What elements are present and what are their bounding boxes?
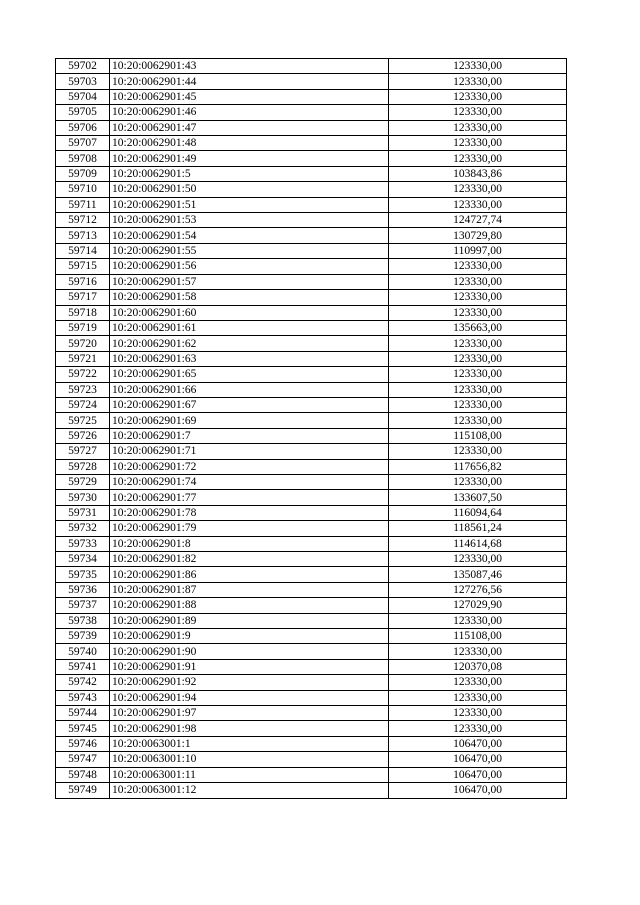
row-number-cell: 59741 — [56, 659, 110, 674]
cadastral-value-cell: 103843,86 — [389, 166, 567, 181]
cadastral-number-cell: 10:20:0063001:10 — [110, 752, 389, 767]
row-number-cell: 59707 — [56, 136, 110, 151]
row-number-cell: 59709 — [56, 166, 110, 181]
cadastral-value-cell: 123330,00 — [389, 336, 567, 351]
cadastral-number-cell: 10:20:0062901:72 — [110, 459, 389, 474]
cadastral-number-cell: 10:20:0062901:44 — [110, 74, 389, 89]
row-number-cell: 59722 — [56, 367, 110, 382]
row-number-cell: 59744 — [56, 706, 110, 721]
cadastral-value-cell: 110997,00 — [389, 243, 567, 258]
row-number-cell: 59747 — [56, 752, 110, 767]
cadastral-number-cell: 10:20:0062901:9 — [110, 629, 389, 644]
cadastral-value-cell: 123330,00 — [389, 721, 567, 736]
row-number-cell: 59724 — [56, 397, 110, 412]
row-number-cell: 59714 — [56, 243, 110, 258]
cadastral-value-cell: 135087,46 — [389, 567, 567, 582]
cadastral-value-cell: 130729,80 — [389, 228, 567, 243]
row-number-cell: 59723 — [56, 382, 110, 397]
table-row — [56, 136, 567, 151]
cadastral-number-cell: 10:20:0062901:94 — [110, 690, 389, 705]
table-row — [56, 120, 567, 135]
cadastral-number-cell: 10:20:0062901:78 — [110, 505, 389, 520]
cadastral-value-cell: 120370,08 — [389, 659, 567, 674]
table-row — [56, 367, 567, 382]
cadastral-value-cell: 123330,00 — [389, 105, 567, 120]
table-row — [56, 598, 567, 613]
table-row — [56, 305, 567, 320]
table-row — [56, 151, 567, 166]
row-number-cell: 59735 — [56, 567, 110, 582]
row-number-cell: 59708 — [56, 151, 110, 166]
cadastral-number-cell: 10:20:0062901:8 — [110, 536, 389, 551]
cadastral-number-cell: 10:20:0062901:58 — [110, 290, 389, 305]
cadastral-number-cell: 10:20:0062901:65 — [110, 367, 389, 382]
row-number-cell: 59746 — [56, 736, 110, 751]
row-number-cell: 59736 — [56, 582, 110, 597]
row-number-cell: 59733 — [56, 536, 110, 551]
cadastral-number-cell: 10:20:0062901:97 — [110, 706, 389, 721]
cadastral-value-cell: 123330,00 — [389, 197, 567, 212]
row-number-cell: 59716 — [56, 274, 110, 289]
table-row — [56, 644, 567, 659]
row-number-cell: 59731 — [56, 505, 110, 520]
cadastral-number-cell: 10:20:0062901:53 — [110, 213, 389, 228]
cadastral-number-cell: 10:20:0062901:69 — [110, 413, 389, 428]
cadastral-value-cell: 123330,00 — [389, 151, 567, 166]
cadastral-number-cell: 10:20:0062901:46 — [110, 105, 389, 120]
cadastral-value-cell: 123330,00 — [389, 367, 567, 382]
row-number-cell: 59715 — [56, 259, 110, 274]
cadastral-value-cell: 127276,56 — [389, 582, 567, 597]
row-number-cell: 59712 — [56, 213, 110, 228]
cadastral-number-cell: 10:20:0062901:51 — [110, 197, 389, 212]
row-number-cell: 59706 — [56, 120, 110, 135]
cadastral-value-cell: 117656,82 — [389, 459, 567, 474]
table-row — [56, 382, 567, 397]
row-number-cell: 59730 — [56, 490, 110, 505]
cadastral-value-cell: 123330,00 — [389, 382, 567, 397]
cadastral-number-cell: 10:20:0062901:77 — [110, 490, 389, 505]
cadastral-value-cell: 123330,00 — [389, 444, 567, 459]
row-number-cell: 59710 — [56, 182, 110, 197]
cadastral-value-cell: 123330,00 — [389, 351, 567, 366]
table-row — [56, 274, 567, 289]
table-row — [56, 243, 567, 258]
row-number-cell: 59742 — [56, 675, 110, 690]
cadastral-number-cell: 10:20:0062901:62 — [110, 336, 389, 351]
cadastral-value-cell: 123330,00 — [389, 613, 567, 628]
cadastral-number-cell: 10:20:0062901:88 — [110, 598, 389, 613]
table-row — [56, 474, 567, 489]
cadastral-value-cell: 123330,00 — [389, 474, 567, 489]
cadastral-number-cell: 10:20:0062901:47 — [110, 120, 389, 135]
row-number-cell: 59713 — [56, 228, 110, 243]
row-number-cell: 59738 — [56, 613, 110, 628]
table-row — [56, 459, 567, 474]
cadastral-number-cell: 10:20:0062901:79 — [110, 521, 389, 536]
row-number-cell: 59732 — [56, 521, 110, 536]
table-row — [56, 659, 567, 674]
cadastral-value-cell: 123330,00 — [389, 136, 567, 151]
table-body — [56, 59, 567, 799]
cadastral-number-cell: 10:20:0062901:57 — [110, 274, 389, 289]
cadastral-number-cell: 10:20:0062901:67 — [110, 397, 389, 412]
cadastral-value-cell: 123330,00 — [389, 290, 567, 305]
table-row — [56, 413, 567, 428]
cadastral-number-cell: 10:20:0062901:91 — [110, 659, 389, 674]
table-row — [56, 582, 567, 597]
table-row — [56, 613, 567, 628]
row-number-cell: 59743 — [56, 690, 110, 705]
cadastral-value-cell: 106470,00 — [389, 752, 567, 767]
cadastral-number-cell: 10:20:0062901:43 — [110, 59, 389, 74]
cadastral-number-cell: 10:20:0062901:61 — [110, 320, 389, 335]
cadastral-value-cell: 124727,74 — [389, 213, 567, 228]
cadastral-number-cell: 10:20:0062901:55 — [110, 243, 389, 258]
cadastral-number-cell: 10:20:0062901:74 — [110, 474, 389, 489]
table-row — [56, 706, 567, 721]
cadastral-number-cell: 10:20:0062901:50 — [110, 182, 389, 197]
cadastral-number-cell: 10:20:0062901:92 — [110, 675, 389, 690]
cadastral-number-cell: 10:20:0062901:60 — [110, 305, 389, 320]
cadastral-number-cell: 10:20:0062901:48 — [110, 136, 389, 151]
table-row — [56, 89, 567, 104]
cadastral-value-cell: 123330,00 — [389, 644, 567, 659]
cadastral-value-cell: 106470,00 — [389, 767, 567, 782]
cadastral-value-cell: 123330,00 — [389, 74, 567, 89]
cadastral-value-cell: 114614,68 — [389, 536, 567, 551]
cadastral-value-cell: 123330,00 — [389, 706, 567, 721]
table-row — [56, 536, 567, 551]
cadastral-value-cell: 123330,00 — [389, 274, 567, 289]
row-number-cell: 59734 — [56, 552, 110, 567]
cadastral-number-cell: 10:20:0062901:86 — [110, 567, 389, 582]
cadastral-value-cell: 115108,00 — [389, 428, 567, 443]
cadastral-value-cell: 123330,00 — [389, 675, 567, 690]
table-row — [56, 259, 567, 274]
table-row — [56, 736, 567, 751]
table-row — [56, 783, 567, 798]
cadastral-number-cell: 10:20:0062901:82 — [110, 552, 389, 567]
table-row — [56, 444, 567, 459]
cadastral-number-cell: 10:20:0062901:54 — [110, 228, 389, 243]
table-row — [56, 166, 567, 181]
table-row — [56, 320, 567, 335]
cadastral-value-cell: 127029,90 — [389, 598, 567, 613]
cadastral-number-cell: 10:20:0063001:12 — [110, 783, 389, 798]
cadastral-value-cell: 123330,00 — [389, 305, 567, 320]
table-row — [56, 351, 567, 366]
cadastral-number-cell: 10:20:0062901:7 — [110, 428, 389, 443]
table-row — [56, 213, 567, 228]
table-row — [56, 675, 567, 690]
cadastral-number-cell: 10:20:0063001:1 — [110, 736, 389, 751]
row-number-cell: 59739 — [56, 629, 110, 644]
row-number-cell: 59717 — [56, 290, 110, 305]
table-row — [56, 290, 567, 305]
cadastral-value-cell: 123330,00 — [389, 182, 567, 197]
table-row — [56, 105, 567, 120]
cadastral-number-cell: 10:20:0062901:63 — [110, 351, 389, 366]
row-number-cell: 59726 — [56, 428, 110, 443]
cadastral-number-cell: 10:20:0062901:5 — [110, 166, 389, 181]
cadastral-number-cell: 10:20:0062901:49 — [110, 151, 389, 166]
cadastral-number-cell: 10:20:0062901:56 — [110, 259, 389, 274]
table-row — [56, 552, 567, 567]
cadastral-number-cell: 10:20:0063001:11 — [110, 767, 389, 782]
table-row — [56, 74, 567, 89]
cadastral-value-table — [55, 58, 567, 799]
cadastral-value-cell: 123330,00 — [389, 259, 567, 274]
cadastral-value-cell: 123330,00 — [389, 397, 567, 412]
cadastral-value-cell: 123330,00 — [389, 120, 567, 135]
row-number-cell: 59727 — [56, 444, 110, 459]
table-row — [56, 752, 567, 767]
table-row — [56, 228, 567, 243]
table-row — [56, 767, 567, 782]
cadastral-value-cell: 116094,64 — [389, 505, 567, 520]
cadastral-number-cell: 10:20:0062901:71 — [110, 444, 389, 459]
row-number-cell: 59718 — [56, 305, 110, 320]
cadastral-number-cell: 10:20:0062901:89 — [110, 613, 389, 628]
table-row — [56, 397, 567, 412]
cadastral-number-cell: 10:20:0062901:45 — [110, 89, 389, 104]
row-number-cell: 59721 — [56, 351, 110, 366]
cadastral-value-cell: 123330,00 — [389, 59, 567, 74]
row-number-cell: 59749 — [56, 783, 110, 798]
table-row — [56, 690, 567, 705]
table-row — [56, 521, 567, 536]
row-number-cell: 59729 — [56, 474, 110, 489]
cadastral-value-cell: 123330,00 — [389, 89, 567, 104]
cadastral-number-cell: 10:20:0062901:90 — [110, 644, 389, 659]
table-row — [56, 567, 567, 582]
row-number-cell: 59740 — [56, 644, 110, 659]
row-number-cell: 59725 — [56, 413, 110, 428]
table-row — [56, 629, 567, 644]
cadastral-value-cell: 135663,00 — [389, 320, 567, 335]
cadastral-value-cell: 123330,00 — [389, 413, 567, 428]
row-number-cell: 59702 — [56, 59, 110, 74]
table-row — [56, 490, 567, 505]
cadastral-value-cell: 133607,50 — [389, 490, 567, 505]
row-number-cell: 59703 — [56, 74, 110, 89]
row-number-cell: 59719 — [56, 320, 110, 335]
cadastral-value-cell: 118561,24 — [389, 521, 567, 536]
table-row — [56, 336, 567, 351]
row-number-cell: 59705 — [56, 105, 110, 120]
cadastral-number-cell: 10:20:0062901:66 — [110, 382, 389, 397]
row-number-cell: 59728 — [56, 459, 110, 474]
cadastral-value-cell: 123330,00 — [389, 552, 567, 567]
cadastral-value-cell: 115108,00 — [389, 629, 567, 644]
table-row — [56, 59, 567, 74]
table-row — [56, 197, 567, 212]
row-number-cell: 59737 — [56, 598, 110, 613]
row-number-cell: 59720 — [56, 336, 110, 351]
row-number-cell: 59748 — [56, 767, 110, 782]
table-row — [56, 505, 567, 520]
table-row — [56, 721, 567, 736]
cadastral-value-cell: 106470,00 — [389, 783, 567, 798]
row-number-cell: 59704 — [56, 89, 110, 104]
row-number-cell: 59711 — [56, 197, 110, 212]
cadastral-number-cell: 10:20:0062901:98 — [110, 721, 389, 736]
cadastral-value-cell: 106470,00 — [389, 736, 567, 751]
cadastral-value-cell: 123330,00 — [389, 690, 567, 705]
table-row — [56, 182, 567, 197]
table-row — [56, 428, 567, 443]
cadastral-number-cell: 10:20:0062901:87 — [110, 582, 389, 597]
row-number-cell: 59745 — [56, 721, 110, 736]
